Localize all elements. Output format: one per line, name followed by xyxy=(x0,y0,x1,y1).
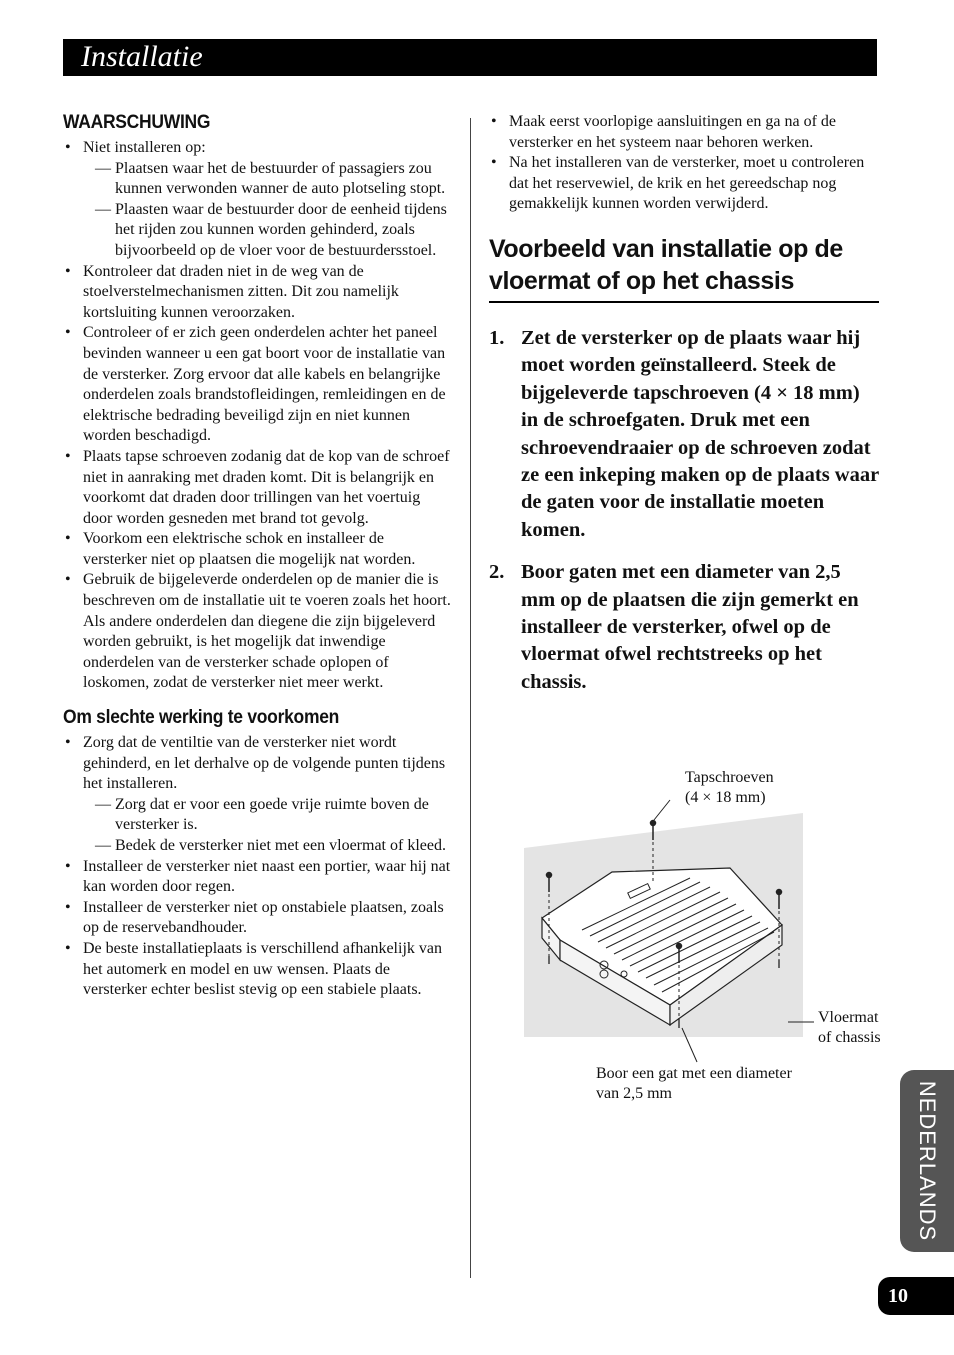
list-item xyxy=(63,323,451,447)
malfunction-list xyxy=(63,733,451,1001)
list-item xyxy=(63,898,451,939)
list-item-text: Maak eerst voorlopige aansluitingen en ga na of de versterker en het systeem naar behoren werken. xyxy=(509,113,836,151)
list-item xyxy=(489,112,879,153)
list-item-text: Installeer de versterker niet naast een portier, waar hij nat kan worden door regen. xyxy=(83,857,451,896)
column-divider xyxy=(470,118,471,1278)
malfunction-heading: Om slechte werking te voorkomen xyxy=(63,707,340,729)
section-title-bar xyxy=(63,39,877,76)
installation-figure xyxy=(520,760,900,1120)
preparation-list xyxy=(489,112,879,215)
list-item xyxy=(63,529,451,570)
list-item-text: Plaats tapse schroeven zodanig dat de kop van de schroef niet in aanraking met draden komt. Dit is belangrijk en voorkomt dat draden door trillingen van het voertuig door worden gesneden met brand tot gevolg. xyxy=(83,447,450,527)
dash-list xyxy=(83,159,451,262)
list-item xyxy=(489,153,879,215)
drill-label: Boor een gat met een diameter van 2,5 mm xyxy=(596,1065,792,1102)
list-item-text: Kontroleer dat draden niet in de weg van de stoelverstelmechanismen zitten. Dit zou namelijk kortsluiting kunnen veroorzaken. xyxy=(83,262,399,321)
floor-label: Vloermat of chassis xyxy=(818,1009,881,1046)
dash-item: — Bedek de versterker niet met een vloermat of kleed. xyxy=(83,836,451,857)
example-heading: Voorbeeld van installatie op de vloermat of op het chassis xyxy=(489,233,879,303)
dash-item: — Plaatsen waar het de bestuurder of passagiers zou kunnen verwonden wanner de auto plotseling stopt. xyxy=(83,159,451,200)
dash-item: — Plaasten waar de bestuurder door de eenheid tijdens het rijden zou kunnen worden gehinderd, zoals bijvoorbeeld op de vloer voor de bestuurdersstoel. xyxy=(83,200,451,262)
step-text: Zet de versterker op de plaats waar hij moet worden geïnstalleerd. Steek de bijgeleverde tapschroeven (4 × 18 mm) in de schroefgaten. Druk met een schroevendraaier op de schroeven zodat ze een inkeping maken op de plaats waar de gaten voor de installatie moeten komen. xyxy=(521,326,879,541)
list-item-text: Na het installeren van de versterker, moet u controleren dat het reservewiel, de krik en het gereedschap nog gemakkelijk kunnen worden verwijderd. xyxy=(509,154,865,213)
dash-item: — Zorg dat er voor een goede vrije ruimte boven de versterker is. xyxy=(83,795,451,836)
step-number: 1. xyxy=(489,326,505,349)
left-column xyxy=(63,112,451,1001)
list-item xyxy=(63,733,451,857)
list-item xyxy=(63,939,451,1001)
installation-steps xyxy=(489,325,879,696)
list-item-text: Voorkom een elektrische schok en installeer de versterker niet op plaatsen die mogelijk nat worden. xyxy=(83,530,416,568)
list-item-text: Zorg dat de ventiltie van de versterker niet wordt gehinderd, en let derhalve op de volgende punten tijdens het installeren. xyxy=(83,734,446,793)
list-item-text: Installeer de versterker niet op onstabiele plaatsen, zoals op de reservebandhouder. xyxy=(83,898,444,937)
right-column xyxy=(489,112,879,711)
warning-heading: WAARSCHUWING xyxy=(63,112,211,133)
step-text: Boor gaten met een diameter van 2,5 mm op de plaatsen die zijn gemerkt en installeer de versterker, ofwel op de vloermat ofwel rechtstreeks op het chassis. xyxy=(521,561,859,693)
screws-label: Tapschroeven (4 × 18 mm) xyxy=(685,769,774,806)
step-number: 2. xyxy=(489,561,505,584)
warning-list xyxy=(63,138,451,694)
list-item xyxy=(63,138,451,262)
dash-list xyxy=(83,795,451,857)
list-item-text: De beste installatieplaats is verschillend afhankelijk van het automerk en model en uw wensen. Plaats de versterker echter beslist stevig op een stabiele plaats. xyxy=(83,939,442,999)
list-item xyxy=(63,447,451,529)
list-item-text: Gebruik de bijgeleverde onderdelen op de manier die is beschreven om de installatie uit te voeren zoals het hoort. Als andere onderdelen dan diegene die zijn bijgeleverd worden gebruikt, is het mogelijk dat inwendige onderdelen van de versterker schade oplopen of loskomen, zodat de versterker niet meer werkt. xyxy=(83,571,451,692)
list-item-text: Controleer of er zich geen onderdelen achter het paneel bevinden wanneer u een gat boort voor de installatie van de versterker. Zorg ervoor dat alle kabels en belangrijke onderdelen zoals brandstofleidingen, remleidingen en de elektrische bedrading beveiligd zijn en niet kunnen worden beschadigd. xyxy=(83,324,446,445)
page-number-badge xyxy=(878,1277,954,1315)
installation-step xyxy=(489,559,879,696)
list-item xyxy=(63,570,451,694)
language-tab-label: NEDERLANDS xyxy=(915,1080,940,1242)
section-title: Installatie xyxy=(81,40,203,73)
page-number: 10 xyxy=(888,1285,908,1307)
list-item xyxy=(63,262,451,324)
installation-step xyxy=(489,325,879,544)
list-item xyxy=(63,857,451,898)
language-tab xyxy=(900,1070,954,1252)
list-item-text: Niet installeren op: xyxy=(83,139,206,156)
